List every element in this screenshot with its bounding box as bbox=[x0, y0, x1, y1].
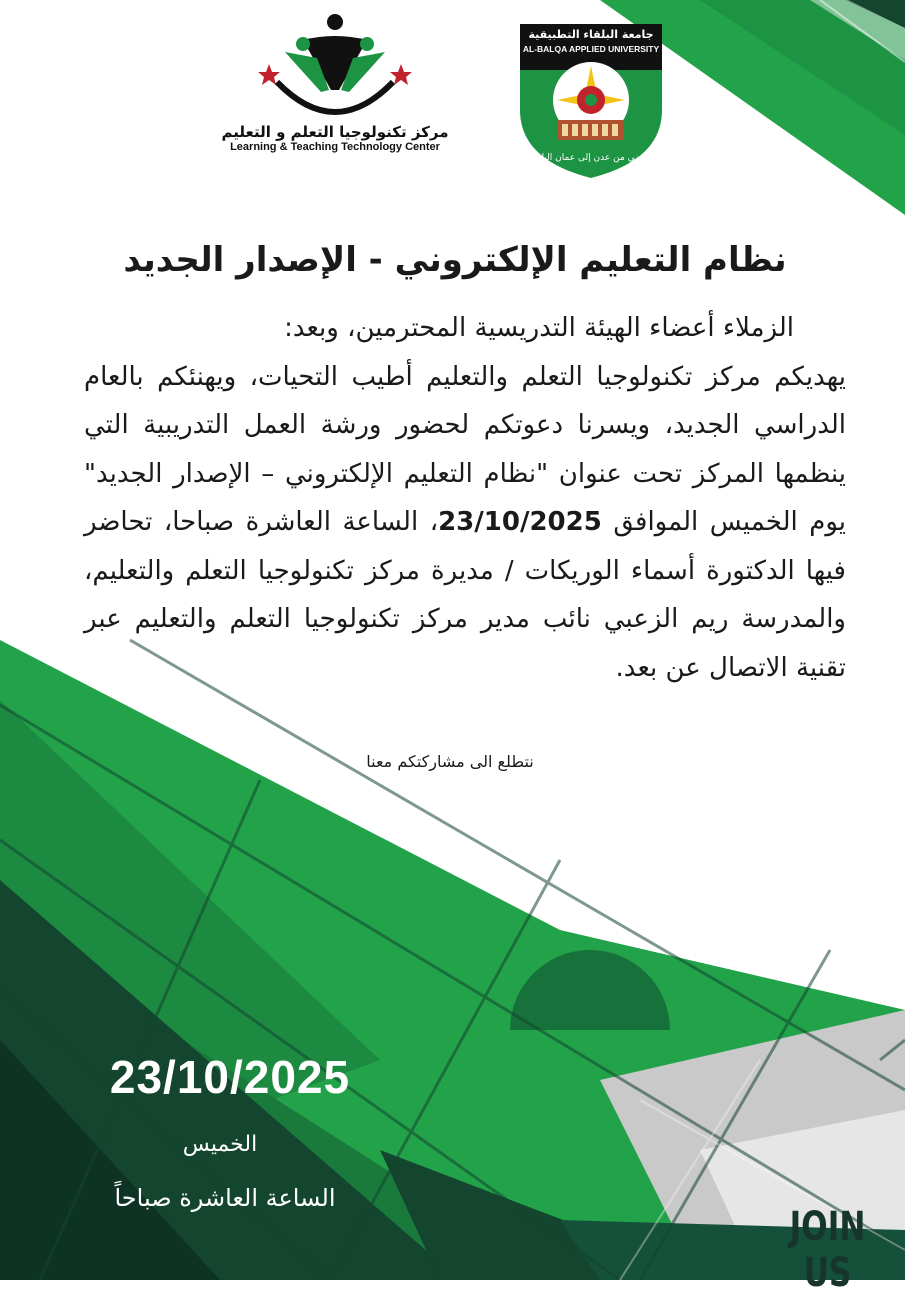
greeting-line: الزملاء أعضاء الهيئة التدريسية المحترمين، وبعد: bbox=[284, 313, 794, 343]
join-us-label: JOIN US bbox=[789, 1204, 866, 1296]
bau-motto: ومضي من عدن إلى عمان البلقاء bbox=[529, 153, 653, 163]
event-time: الساعة العاشرة صباحاً bbox=[114, 1184, 336, 1212]
page-title: نظام التعليم الإلكتروني - الإصدار الجديد bbox=[123, 240, 787, 280]
bau-arabic-name: جامعة البلقاء التطبيقية bbox=[528, 28, 654, 41]
ltc-logo bbox=[200, 12, 470, 172]
bau-english-name: AL-BALQA APPLIED UNIVERSITY bbox=[522, 44, 660, 54]
event-date: 23/10/2025 bbox=[109, 1051, 351, 1103]
invitation-body bbox=[84, 304, 846, 692]
ltc-emblem-icon bbox=[255, 12, 415, 122]
event-day: الخميس bbox=[182, 1132, 258, 1157]
bau-logo bbox=[516, 20, 666, 180]
inline-date: 23/10/2025 bbox=[438, 507, 602, 537]
body-text-part-1: يهديكم مركز تكنولوجيا التعلم والتعليم أطيب التحيات، ويهنئكم بالعام الدراسي الجديد، ويسرنا دعوتكم لحضور ورشة العمل التدريبية التي ينظمها المركز تحت عنوان "نظام التعليم الإلكتروني – الإصدار الجديد" يوم الخميس الموافق bbox=[84, 361, 847, 537]
ltc-arabic-name: مركز تكنولوجيا التعلم و التعليم bbox=[221, 123, 449, 141]
university-shield-icon bbox=[516, 20, 666, 180]
body-text-part-2: ، الساعة العاشرة صباحا، تحاضر فيها الدكتورة أسماء الوريكات / مديرة مركز تكنولوجيا التعلم والتعليم، والمدرسة ريم الزعبي نائب مدير مركز تكنولوجيا التعلم والتعليم عبر تقنية الاتصال عن بعد. bbox=[84, 507, 846, 683]
closing-line: نتطلع الى مشاركتكم معنا bbox=[366, 752, 534, 771]
ltc-english-name: Learning & Teaching Technology Center bbox=[230, 141, 440, 153]
